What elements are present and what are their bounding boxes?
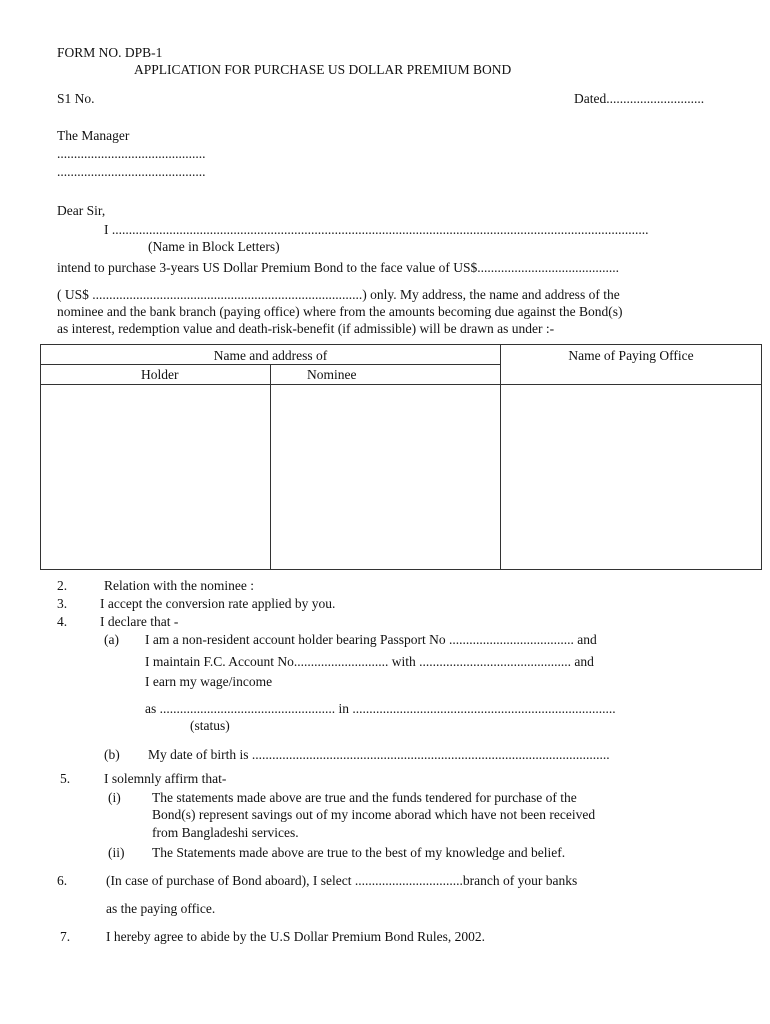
- intend-line[interactable]: intend to purchase 3-years US Dollar Premium Bond to the face value of US$..........................................: [57, 260, 620, 275]
- addressee-manager: The Manager: [57, 128, 130, 143]
- paying-office-header: Name of Paying Office: [501, 345, 762, 385]
- fc-account-line[interactable]: I maintain F.C. Account No............................ with ............................................. and: [145, 654, 594, 669]
- amount-words-line[interactable]: ( US$ ................................................................................) only. My address, the name and address of the: [57, 287, 620, 302]
- statement-ii: The Statements made above are true to the best of my knowledge and belief.: [152, 845, 566, 860]
- form-number: FORM NO. DPB-1: [57, 45, 163, 60]
- form-title: APPLICATION FOR PURCHASE US DOLLAR PREMIUM BOND: [134, 62, 512, 77]
- earn-wage-line: I earn my wage/income: [145, 674, 273, 689]
- address-line-1[interactable]: ............................................: [57, 146, 206, 161]
- nominee-header: Nominee: [271, 365, 501, 385]
- item-mark-ii: (ii): [108, 845, 125, 860]
- item-number-5: 5.: [60, 771, 71, 786]
- address-line-2[interactable]: ............................................: [57, 164, 206, 179]
- paying-office-cell[interactable]: [501, 385, 762, 570]
- applicant-name-field[interactable]: I ...............................................................................................................................................................: [104, 222, 649, 237]
- status-hint: (status): [190, 718, 230, 733]
- agree-rules-text: I hereby agree to abide by the U.S Dollar Premium Bond Rules, 2002.: [106, 929, 486, 944]
- item-number-6: 6.: [57, 873, 68, 888]
- item-mark-i: (i): [108, 790, 121, 805]
- name-address-header: Name and address of: [41, 345, 501, 365]
- branch-select-line[interactable]: (In case of purchase of Bond aboard), I select ................................branch of your banks: [106, 873, 578, 888]
- passport-line[interactable]: I am a non-resident account holder bearing Passport No ..................................... and: [145, 632, 597, 647]
- item-number-3: 3.: [57, 596, 68, 611]
- address-table: [40, 344, 762, 570]
- paying-office-text: as the paying office.: [106, 901, 216, 916]
- conversion-rate-text: I accept the conversion rate applied by you.: [100, 596, 336, 611]
- item-mark-a: (a): [104, 632, 119, 647]
- nominee-cell[interactable]: [271, 385, 501, 570]
- statement-i-line-3: from Bangladeshi services.: [152, 825, 299, 840]
- name-hint: (Name in Block Letters): [148, 239, 280, 254]
- item-number-2: 2.: [57, 578, 68, 593]
- salutation: Dear Sir,: [57, 203, 106, 218]
- dated-field[interactable]: Dated.............................: [574, 91, 705, 106]
- statement-i-line-1: The statements made above are true and the funds tendered for purchase of the: [152, 790, 577, 805]
- paragraph-line-2: nominee and the bank branch (paying office) where from the amounts becoming due against the Bond(s): [57, 304, 623, 319]
- serial-number-label: S1 No.: [57, 91, 95, 106]
- holder-header: Holder: [41, 365, 271, 385]
- item-mark-b: (b): [104, 747, 120, 762]
- affirm-text: I solemnly affirm that-: [104, 771, 227, 786]
- item-number-4: 4.: [57, 614, 68, 629]
- statement-i-line-2: Bond(s) represent savings out of my income aborad which have not been received: [152, 807, 596, 822]
- declare-text: I declare that -: [100, 614, 179, 629]
- paragraph-line-3: as interest, redemption value and death-risk-benefit (if admissible) will be drawn as under :-: [57, 321, 555, 336]
- holder-cell[interactable]: [41, 385, 271, 570]
- date-of-birth-line[interactable]: My date of birth is ..........................................................................................................: [148, 747, 610, 762]
- status-location-line[interactable]: as .................................................... in ..............................................................................: [145, 701, 616, 716]
- item-number-7: 7.: [60, 929, 71, 944]
- relation-with-nominee[interactable]: Relation with the nominee :: [104, 578, 254, 593]
